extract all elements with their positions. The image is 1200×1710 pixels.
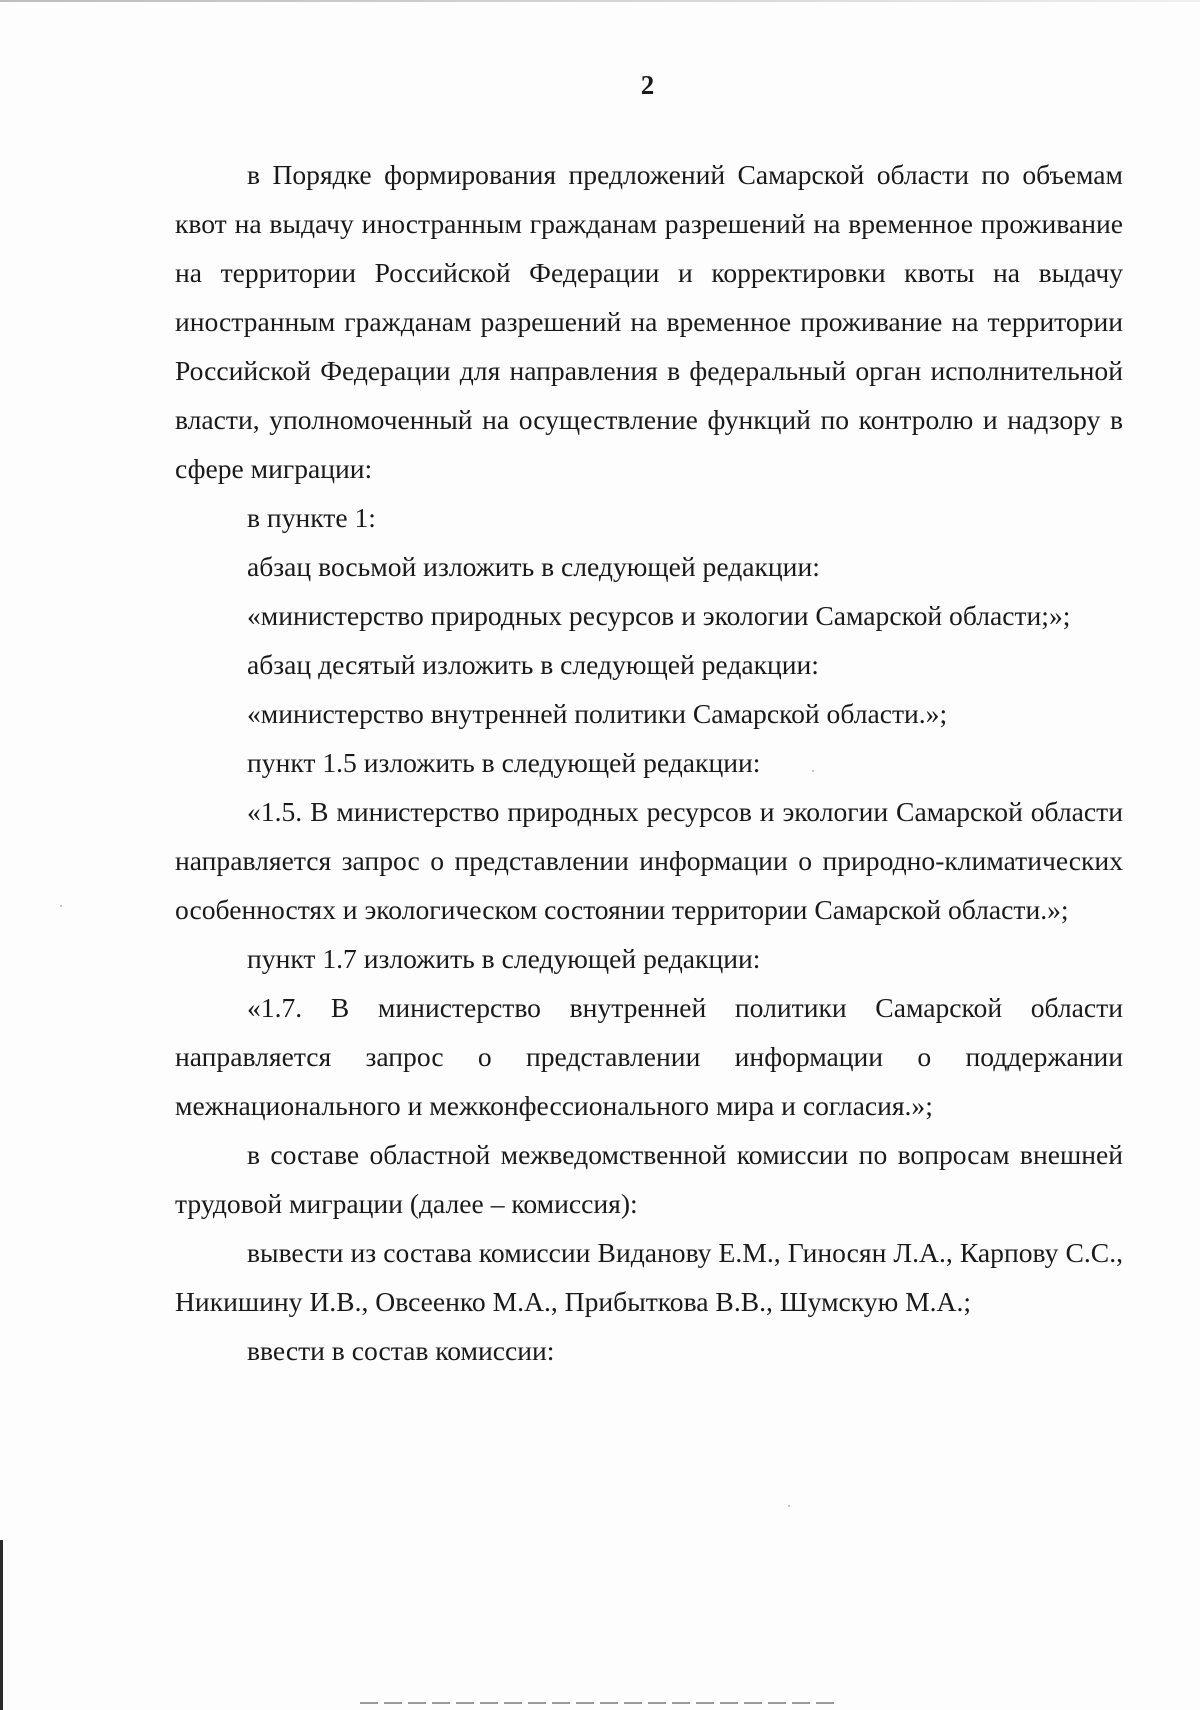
paragraph-procedure: в Порядке формирования предложений Самарской области по объемам квот на выдачу иностранным гражданам разрешений на временное проживание на территории Российской Федерации и корректировки квоты на выдачу иностранным гражданам разрешений на временное проживание на территории Российской Федерации для направления в федеральный орган исполнительной власти, уполномоченный на осуществление функций по контролю и надзору в сфере миграции:	[175, 159, 1123, 484]
paragraph-point-1-7-text: «1.7. В министерство внутренней политики Самарской области направляется запрос о представлении информации о поддержании межнационального и межконфессионального мира и согласия.»;	[175, 992, 1123, 1121]
paragraph-tenth-clause: абзац десятый изложить в следующей редакции:	[247, 649, 819, 680]
paragraph-point-1-7: пункт 1.7 изложить в следующей редакции:	[247, 943, 761, 974]
document-body	[175, 150, 1123, 1375]
paragraph-remove-members: вывести из состава комиссии Виданову Е.М., Гиносян Л.А., Карпову С.С., Никишину И.В., Овсеенко М.А., Прибыткова В.В., Шумскую М.А.;	[175, 1237, 1123, 1317]
scan-edge-top	[0, 0, 1200, 2]
paragraph-point-1-5-text: «1.5. В министерство природных ресурсов и экологии Самарской области направляется запрос о представлении информации о природно-климатических особенностях и экологическом состоянии территории Самарской области.»;	[175, 796, 1123, 925]
paragraph-tenth-text: «министерство внутренней политики Самарской области.»;	[247, 698, 948, 729]
paragraph-point-1-5: пункт 1.5 изложить в следующей редакции:	[247, 747, 761, 778]
paragraph-add-members: ввести в состав комиссии:	[247, 1335, 555, 1366]
paragraph-eighth-clause: абзац восьмой изложить в следующей редакции:	[247, 551, 820, 582]
scan-edge-bottom	[360, 1702, 840, 1704]
page-number: 2	[640, 70, 655, 100]
paragraph-commission: в составе областной межведомственной комиссии по вопросам внешней трудовой миграции (далее – комиссия):	[175, 1139, 1123, 1219]
paragraph-eighth-text: «министерство природных ресурсов и экологии Самарской области;»;	[247, 600, 1071, 631]
scan-speck	[788, 1505, 790, 1507]
scan-edge-left	[0, 1540, 3, 1710]
paragraph-point-1: в пункте 1:	[247, 502, 376, 533]
scan-speck	[60, 905, 62, 907]
